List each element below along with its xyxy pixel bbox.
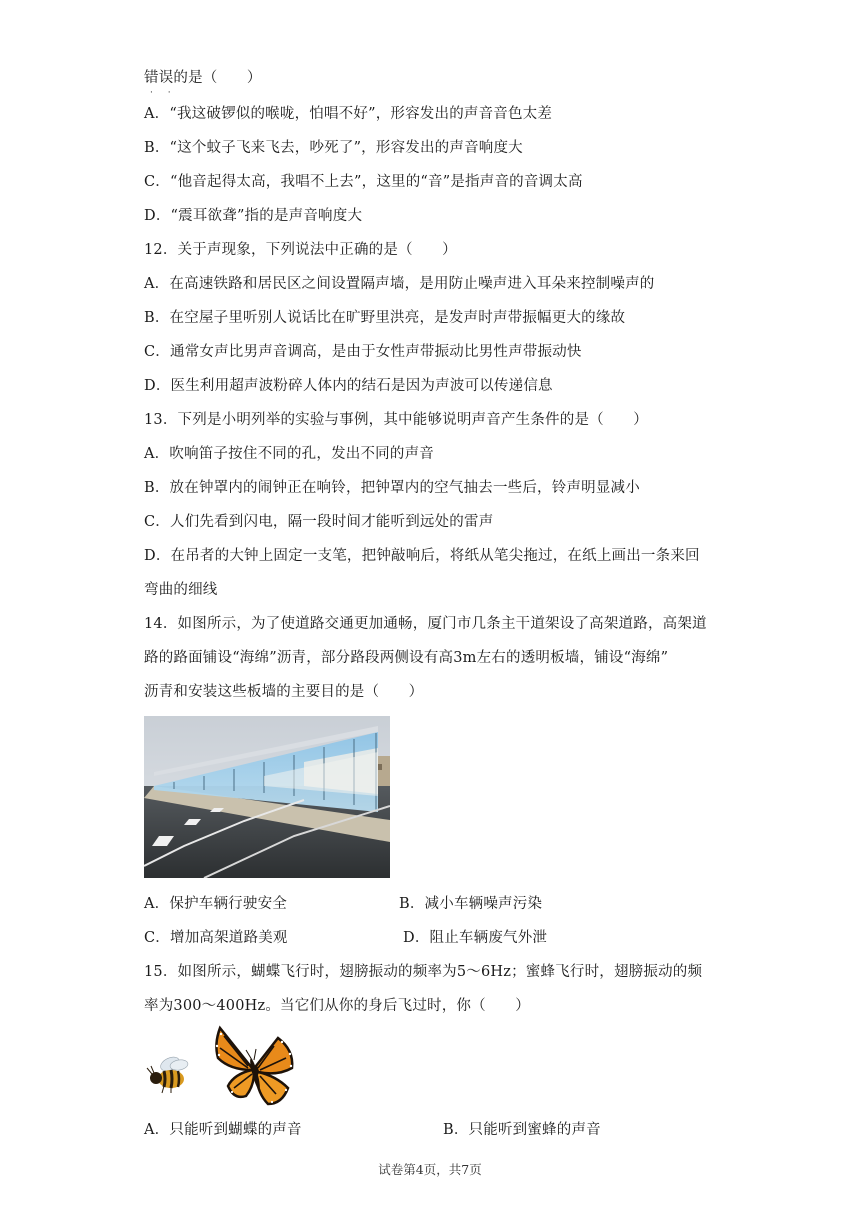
option-a-q11: A．“我这破锣似的喉咙，怕唱不好”，形容发出的声音音色太差: [144, 106, 553, 122]
page-footer: 试卷第4页，共7页: [378, 1162, 482, 1177]
option-b-q13: B．放在钟罩内的闹钟正在响铃，把钟罩内的空气抽去一些后，铃声明显减小: [144, 480, 640, 496]
option-b-q15: B．只能听到蜜蜂的声音: [443, 1122, 601, 1138]
option-b-q11: B．“这个蚊子飞来飞去，吵死了”，形容发出的声音响度大: [144, 140, 523, 156]
question-13: 13．下列是小明列举的实验与事例，其中能够说明声音产生条件的是（ ）: [144, 412, 648, 428]
line-1: [144, 68, 262, 88]
option-c-q13: C．人们先看到闪电，隔一段时间才能听到远处的雷声: [144, 514, 494, 530]
butterfly-illustration: [212, 1024, 298, 1110]
option-d-q12: D．医生利用超声波粉碎人体内的结石是因为声波可以传递信息: [144, 378, 553, 394]
question-12: 12．关于声现象，下列说法中正确的是（ ）: [144, 242, 457, 258]
option-a-q12: A．在高速铁路和居民区之间设置隔声墙，是用防止噪声进入耳朵来控制噪声的: [144, 276, 655, 292]
option-b-q14: B．减小车辆噪声污染: [399, 896, 543, 912]
option-c-q11: C．“他音起得太高，我唱不上去”，这里的“音”是指声音的音调太高: [144, 174, 583, 190]
bee-illustration: [144, 1054, 194, 1094]
option-b-q12: B．在空屋子里听别人说话比在旷野里洪亮，是发声时声带振幅更大的缘故: [144, 310, 626, 326]
option-d-q14: D．阻止车辆废气外泄: [403, 930, 548, 946]
question-14-l1: 14．如图所示，为了使道路交通更加通畅，厦门市几条主干道架设了高架道路，高架道: [144, 616, 707, 632]
option-c-q12: C．通常女声比男声音调高，是由于女性声带振动比男性声带振动快: [144, 344, 582, 360]
option-d-q13-cont: 弯曲的细线: [144, 582, 218, 598]
option-a-q14: A．保护车辆行驶安全: [144, 896, 287, 912]
question-14-l3: 沥青和安装这些板墙的主要目的是（ ）: [144, 684, 424, 700]
option-a-q15: A．只能听到蝴蝶的声音: [144, 1122, 302, 1138]
highway-barrier-photo: [144, 716, 390, 878]
emphasis-text: 错误的是（ ） · ·: [144, 70, 262, 86]
question-14-l2: 路的路面铺设“海绵”沥青，部分路段两侧设有高3m左右的透明板墙，铺设“海绵”: [144, 650, 669, 666]
option-a-q13: A．吹响笛子按住不同的孔，发出不同的声音: [144, 446, 434, 462]
option-d-q11: D．“震耳欲聋”指的是声音响度大: [144, 208, 363, 224]
option-c-q14: C．增加高架道路美观: [144, 930, 288, 946]
option-d-q13: D．在吊者的大钟上固定一支笔，把钟敲响后，将纸从笔尖拖过，在纸上画出一条来回: [144, 548, 700, 564]
question-15-l2: 率为300～400Hz。当它们从你的身后飞过时，你（ ）: [144, 998, 530, 1014]
question-15-l1: 15．如图所示，蝴蝶飞行时，翅膀振动的频率为5～6Hz；蜜蜂飞行时，翅膀振动的频: [144, 964, 703, 980]
